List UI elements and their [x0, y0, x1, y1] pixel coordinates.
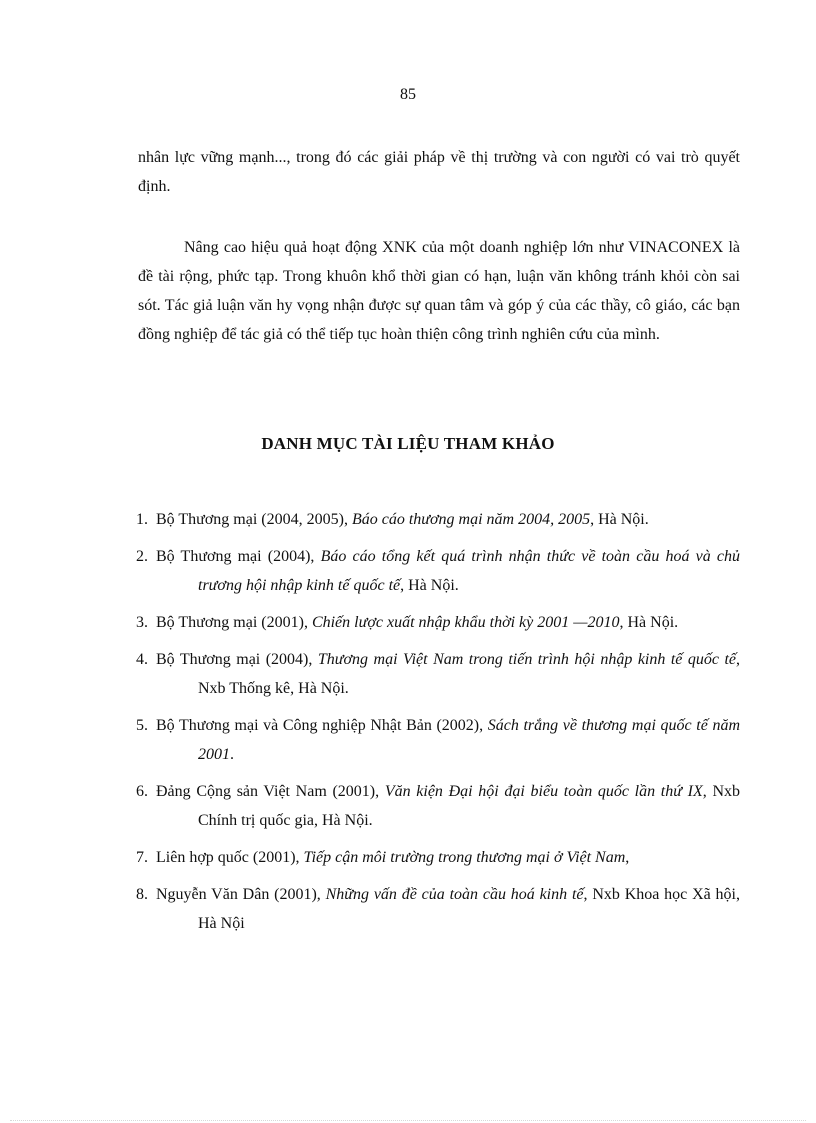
reference-list: [136, 505, 740, 946]
reference-item: 1. Bộ Thương mại (2004, 2005), Báo cáo thương mại năm 2004, 2005, Hà Nội.: [136, 511, 649, 528]
reference-item: 2. Bộ Thương mại (2004), Báo cáo tổng kết quá trình nhận thức về toàn cầu hoá và chủ trương hội nhập kinh tế quốc tế, Hà Nội.: [136, 548, 741, 594]
reference-item: 7. Liên hợp quốc (2001), Tiếp cận môi trường trong thương mại ở Việt Nam,: [136, 849, 630, 866]
paragraph-1: nhân lực vững mạnh..., trong đó các giải pháp về thị trường và con người có vai trò quyết định.: [138, 149, 740, 195]
page-bottom-divider: [10, 1120, 806, 1121]
reference-item: 8. Nguyễn Văn Dân (2001), Những vấn đề của toàn cầu hoá kinh tế, Nxb Khoa học Xã hội, Hà Nội: [136, 886, 740, 932]
reference-item: 5. Bộ Thương mại và Công nghiệp Nhật Bản (2002), Sách trắng về thương mại quốc tế năm 2001.: [136, 717, 741, 763]
page-number: 85: [400, 86, 416, 103]
paragraph-2: Nâng cao hiệu quả hoạt động XNK của một doanh nghiệp lớn như VINACONEX là đề tài rộng, phức tạp. Trong khuôn khổ thời gian có hạn, luận văn không tránh khỏi còn sai sót. Tác giả luận văn hy vọng nhận được sự quan tâm và góp ý của các thầy, cô giáo, các bạn đồng nghiệp để tác giả có thể tiếp tục hoàn thiện công trình nghiên cứu của mình.: [138, 239, 740, 343]
reference-item: 6. Đảng Cộng sản Việt Nam (2001), Văn kiện Đại hội đại biểu toàn quốc lần thứ IX, Nxb Chính trị quốc gia, Hà Nội.: [136, 783, 741, 829]
section-title: DANH MỤC TÀI LIỆU THAM KHẢO: [261, 434, 555, 453]
reference-item: 4. Bộ Thương mại (2004), Thương mại Việt Nam trong tiến trình hội nhập kinh tế quốc tế, Nxb Thống kê, Hà Nội.: [136, 651, 741, 697]
reference-item: 3. Bộ Thương mại (2001), Chiến lược xuất nhập khẩu thời kỳ 2001 —2010, Hà Nội.: [136, 614, 679, 631]
